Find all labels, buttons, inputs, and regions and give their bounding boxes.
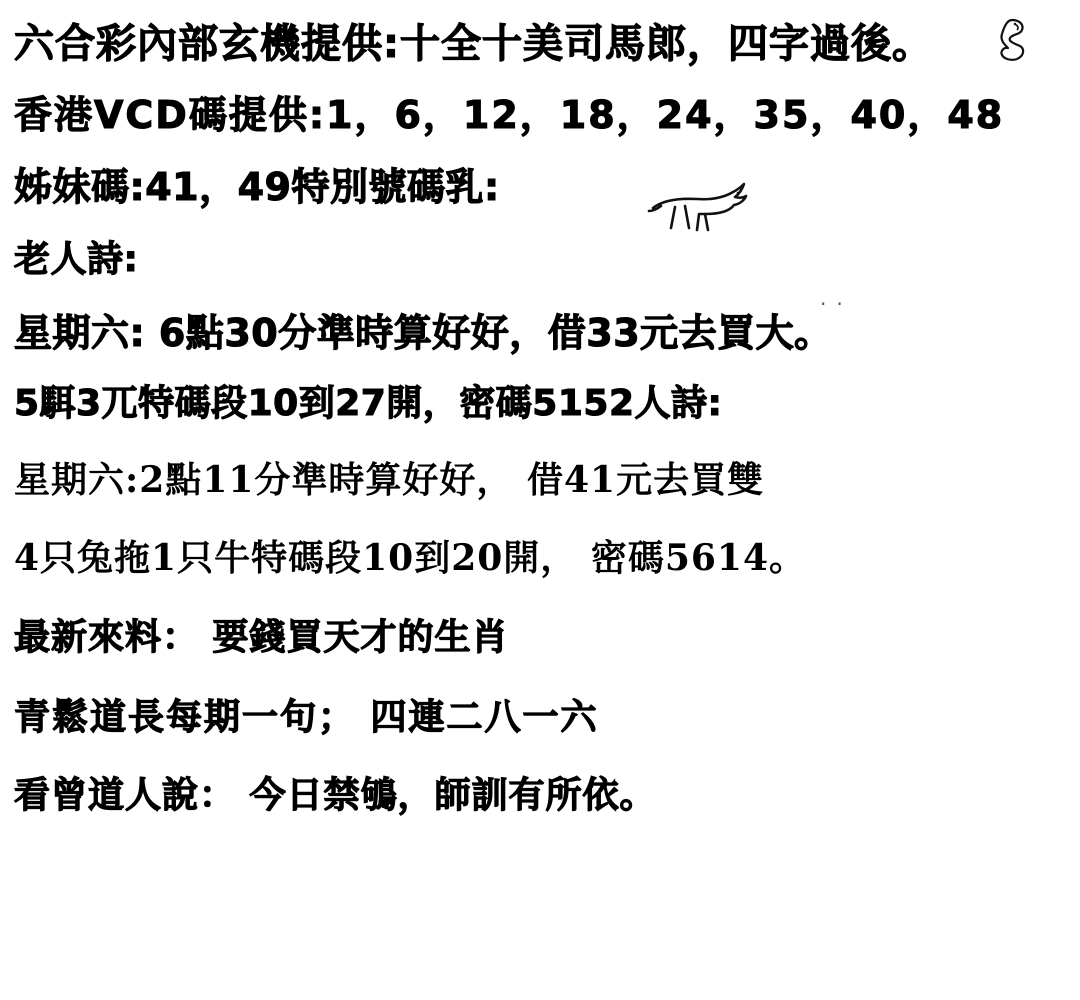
text-line-2: 香港VCD碼提供:1，6，12，18，24，35，40，48: [14, 93, 1005, 137]
text-line-8: 4只兔拖1只牛特碼段10到20開， 密碼5614。: [14, 537, 807, 579]
text-line-5: 星期六: 6點30分準時算好好，借33元去買大。: [14, 311, 833, 355]
text-line-4: 老人詩:: [14, 239, 139, 280]
snake-icon: [990, 16, 1034, 64]
text-line-11: 看曾道人說： 今日禁鴝，師訓有所依。: [14, 775, 657, 816]
text-line-1: 六合彩內部玄機提供:十全十美司馬郎，四字過後。: [14, 21, 933, 67]
text-line-6: 5駬3兀特碼段10到27開，密碼5152人詩:: [14, 383, 723, 424]
dot-marks: ..: [820, 286, 853, 310]
text-line-7: 星期六:2點11分準時算好好， 借41元去買雙: [14, 459, 765, 501]
goat-icon: [645, 178, 755, 240]
text-line-10: 青鬆道長每期一句； 四連二八一六: [14, 697, 599, 738]
text-line-9: 最新來料： 要錢買天才的生肖: [14, 617, 509, 658]
text-line-3: 姊妹碼:41，49特別號碼乳:: [14, 165, 500, 209]
